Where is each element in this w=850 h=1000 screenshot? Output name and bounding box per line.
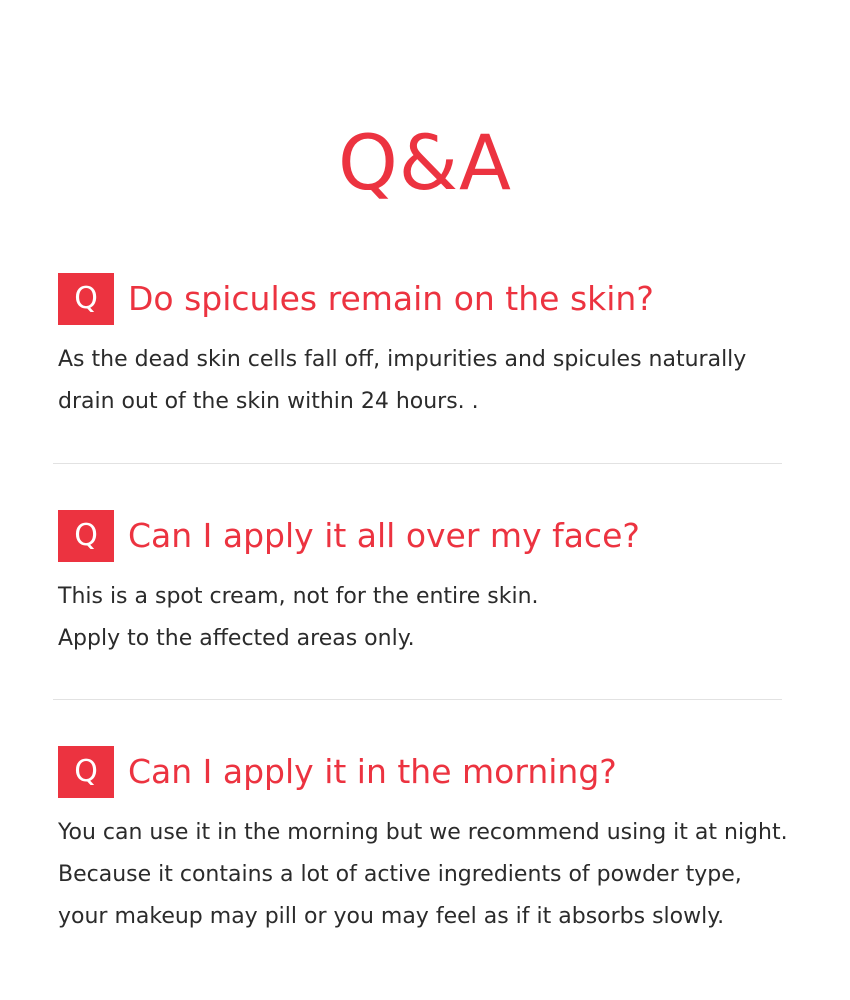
- answer-text: [58, 576, 818, 660]
- answer-line: Because it contains a lot of active ingredients of powder type,: [58, 862, 742, 887]
- answer-line: drain out of the skin within 24 hours. .: [58, 389, 479, 414]
- answer-line: your makeup may pill or you may feel as if it absorbs slowly.: [58, 904, 725, 929]
- page-title: Q&A: [337, 118, 513, 207]
- qa-item-spicules: [58, 273, 818, 423]
- answer-line: Apply to the affected areas only.: [58, 626, 415, 651]
- answer-text: [58, 339, 818, 423]
- answer-text: [58, 812, 818, 938]
- question-row: [58, 746, 818, 798]
- section-divider: [53, 463, 782, 464]
- section-divider: [53, 699, 782, 700]
- question-badge: Q: [58, 510, 114, 562]
- answer-line: This is a spot cream, not for the entire skin.: [58, 584, 539, 609]
- question-text: Can I apply it all over my face?: [128, 516, 640, 555]
- answer-line: You can use it in the morning but we recommend using it at night.: [58, 820, 788, 845]
- question-row: [58, 273, 818, 325]
- question-text: Can I apply it in the morning?: [128, 752, 617, 791]
- question-badge: Q: [58, 273, 114, 325]
- question-text: Do spicules remain on the skin?: [128, 279, 654, 318]
- question-badge: Q: [58, 746, 114, 798]
- answer-line: As the dead skin cells fall off, impurities and spicules naturally: [58, 347, 747, 372]
- qa-item-morning: [58, 746, 818, 938]
- qa-item-face: [58, 510, 818, 660]
- question-row: [58, 510, 818, 562]
